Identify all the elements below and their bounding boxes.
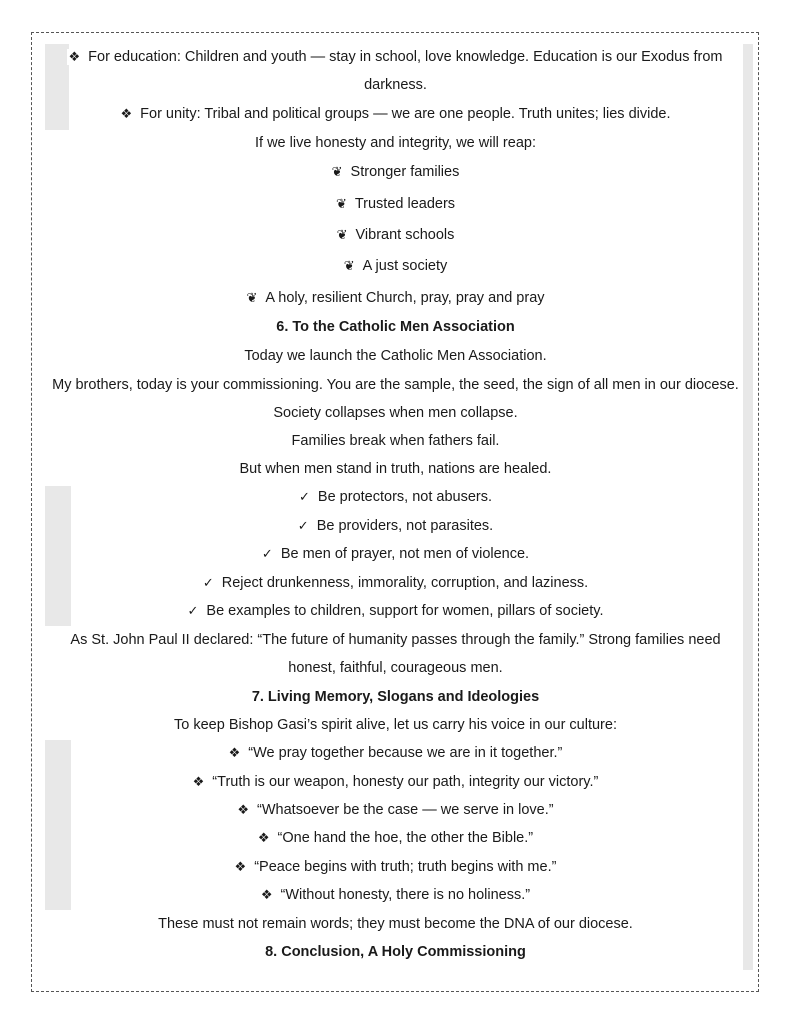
bullet-item: [0, 104, 791, 124]
check-bullet-icon: ✓: [297, 518, 309, 533]
leaf-bullet-icon: ❦: [335, 196, 347, 211]
line-text: Be providers, not parasites.: [316, 518, 494, 534]
diamond-bullet-icon: ❖: [257, 830, 270, 845]
bullet-item: [0, 225, 791, 245]
bullet-item: [0, 194, 791, 214]
line-text: Be protectors, not abusers.: [317, 489, 492, 505]
line-text: A just society: [362, 258, 448, 274]
line-text: Reject drunkenness, immorality, corruption, and laziness.: [221, 575, 589, 591]
bullet-item: [0, 162, 791, 182]
paragraph-line: [0, 630, 791, 650]
bullet-item: [0, 743, 791, 763]
bullet-item: [0, 885, 791, 905]
paragraph-line: [0, 459, 791, 479]
bullet-item: [0, 487, 791, 507]
line-text: honest, faithful, courageous men.: [288, 660, 503, 676]
paragraph-line: [0, 133, 791, 153]
line-text: “One hand the hoe, the other the Bible.”: [277, 830, 534, 846]
paragraph-line: [0, 431, 791, 451]
line-text: 6. To the Catholic Men Association: [276, 319, 515, 335]
line-text: “Whatsoever be the case — we serve in love.”: [257, 802, 554, 818]
diamond-bullet-icon: ❖: [260, 887, 273, 902]
line-text: But when men stand in truth, nations are healed.: [239, 461, 552, 477]
line-text: These must not remain words; they must become the DNA of our diocese.: [158, 916, 633, 932]
line-text: A holy, resilient Church, pray, pray and pray: [265, 290, 545, 306]
line-text: darkness.: [364, 77, 427, 93]
check-bullet-icon: ✓: [261, 546, 273, 561]
bullet-item: [0, 544, 791, 564]
line-text: My brothers, today is your commissioning. You are the sample, the seed, the sign of all men in our diocese.: [52, 377, 739, 393]
bullet-item: [0, 601, 791, 621]
check-bullet-icon: ✓: [187, 603, 199, 618]
line-text: Today we launch the Catholic Men Association.: [244, 348, 547, 364]
line-text: “Without honesty, there is no holiness.”: [280, 887, 531, 903]
diamond-bullet-icon: ❖: [234, 859, 247, 874]
leaf-bullet-icon: ❦: [336, 227, 348, 242]
paragraph-line: [0, 658, 791, 678]
bullet-item: [0, 573, 791, 593]
line-text: As St. John Paul II declared: “The future of humanity passes through the family.” Strong families need: [70, 632, 721, 648]
line-text: If we live honesty and integrity, we will reap:: [254, 135, 536, 151]
line-text: 8. Conclusion, A Holy Commissioning: [265, 944, 526, 960]
leaf-bullet-icon: ❦: [331, 164, 343, 179]
line-text: “Truth is our weapon, honesty our path, integrity our victory.”: [212, 774, 599, 790]
line-text: “We pray together because we are in it together.”: [248, 745, 563, 761]
diamond-bullet-icon: ❖: [228, 745, 241, 760]
line-text: Stronger families: [350, 164, 460, 180]
bullet-item: [0, 800, 791, 820]
paragraph-line: [0, 403, 791, 423]
section-heading: [0, 942, 791, 962]
line-text: 7. Living Memory, Slogans and Ideologies: [251, 689, 540, 705]
line-text: Trusted leaders: [354, 196, 456, 212]
line-text: “Peace begins with truth; truth begins with me.”: [254, 859, 557, 875]
paragraph-line: [0, 346, 791, 366]
section-heading: [0, 317, 791, 337]
leaf-bullet-icon: ❦: [343, 258, 355, 273]
bullet-item: [0, 772, 791, 792]
paragraph-line: [0, 375, 791, 395]
line-text: Be men of prayer, not men of violence.: [280, 546, 530, 562]
line-text: For unity: Tribal and political groups — we are one people. Truth unites; lies divide.: [140, 106, 671, 122]
bullet-item: [0, 828, 791, 848]
check-bullet-icon: ✓: [299, 489, 310, 504]
section-heading: [0, 687, 791, 707]
line-text: Families break when fathers fail.: [291, 433, 500, 449]
bullet-item: [0, 516, 791, 536]
diamond-bullet-icon: ❖: [120, 106, 133, 121]
paragraph-line: [0, 715, 791, 735]
bullet-item: [0, 288, 791, 308]
line-text: For education: Children and youth — stay in school, love knowledge. Education is our Exodus from: [88, 49, 723, 65]
diamond-bullet-icon: ❖: [237, 802, 250, 817]
diamond-bullet-icon: ❖: [68, 49, 81, 64]
bullet-item: [0, 256, 791, 276]
line-text: Society collapses when men collapse.: [273, 405, 518, 421]
line-text: Vibrant schools: [355, 227, 455, 243]
bullet-item: [0, 47, 791, 67]
diamond-bullet-icon: ❖: [192, 774, 205, 789]
check-bullet-icon: ✓: [202, 575, 214, 590]
bullet-item: [0, 857, 791, 877]
line-text: Be examples to children, support for women, pillars of society.: [206, 603, 604, 619]
leaf-bullet-icon: ❦: [246, 290, 258, 305]
paragraph-line: [0, 75, 791, 95]
paragraph-line: [0, 914, 791, 934]
line-text: To keep Bishop Gasi’s spirit alive, let us carry his voice in our culture:: [174, 717, 617, 733]
